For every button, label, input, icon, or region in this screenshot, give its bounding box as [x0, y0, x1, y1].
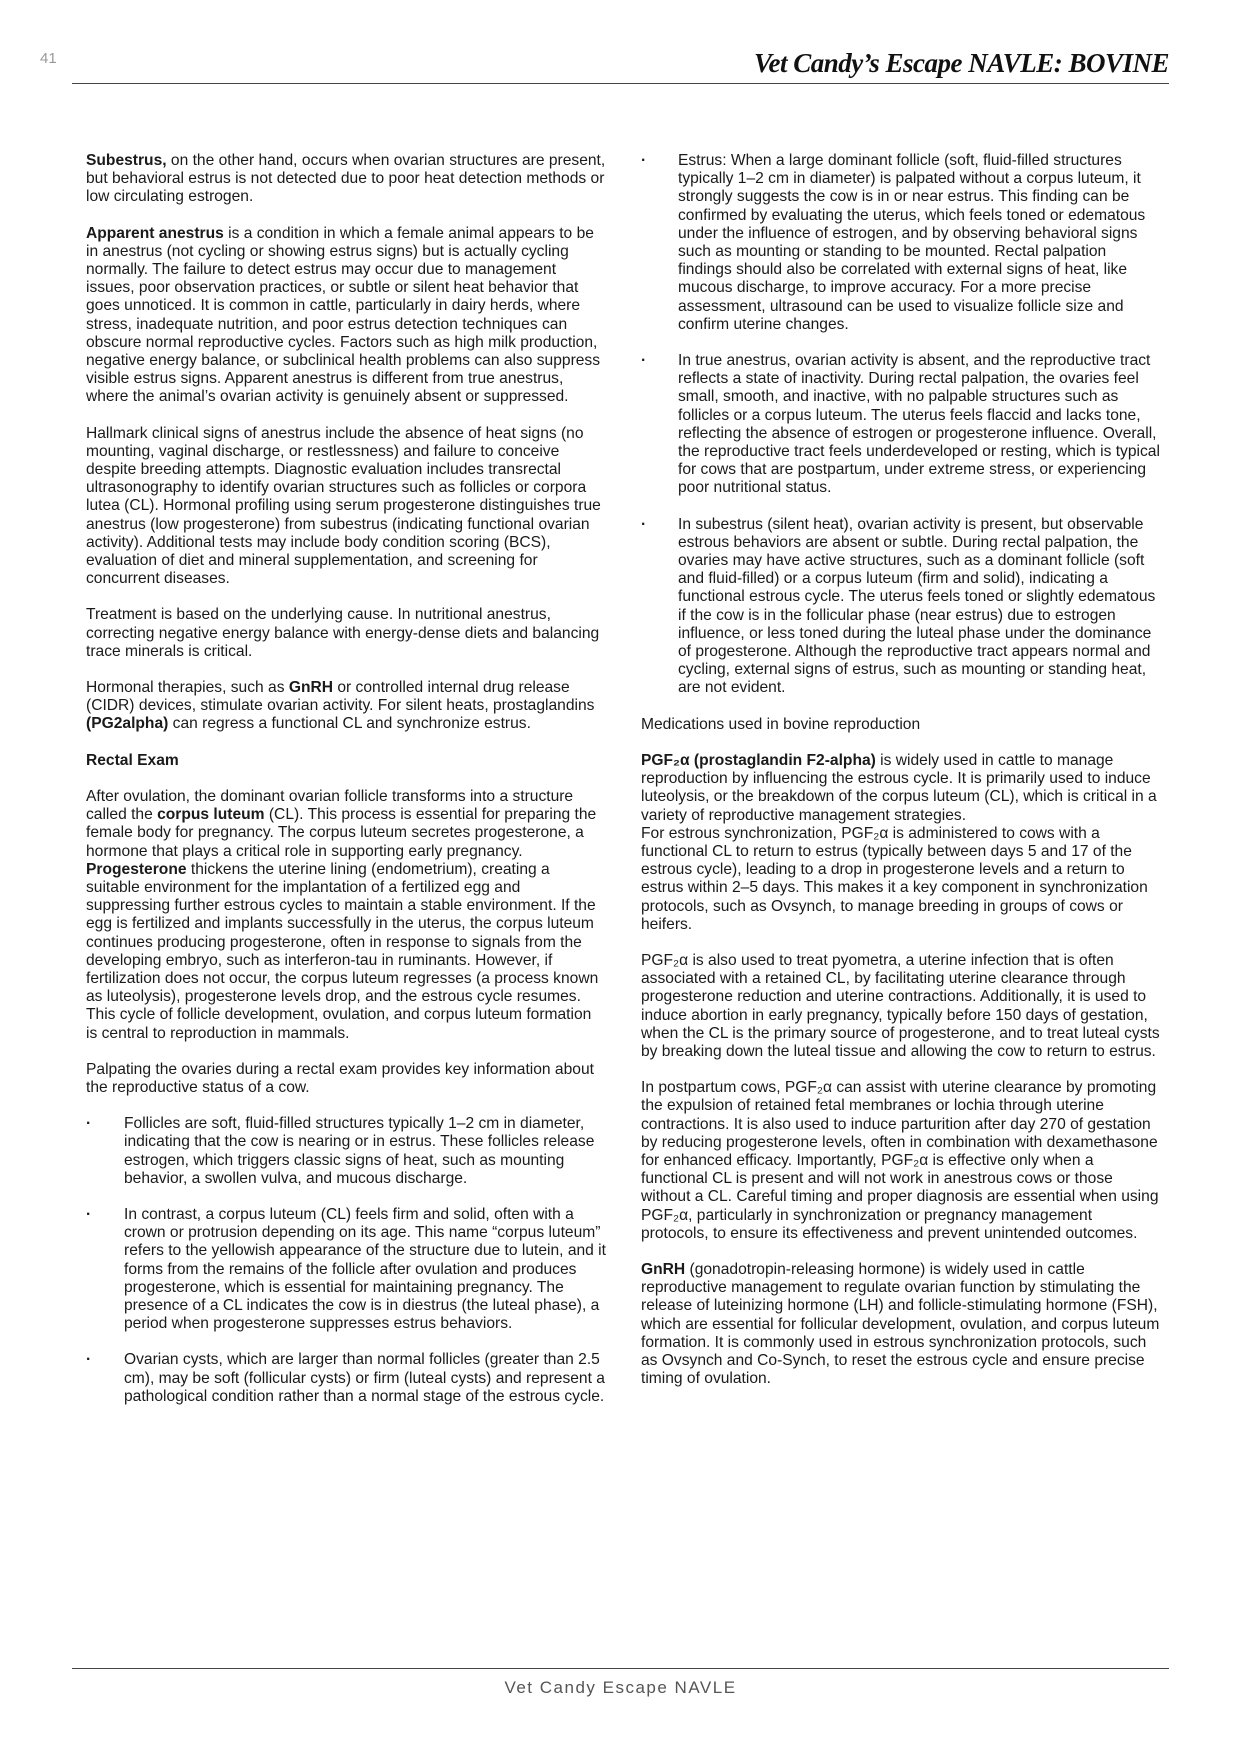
hormonal-post: can regress a functional CL and synchronize estrus. — [168, 715, 531, 733]
palpating-paragraph: Palpating the ovaries during a rectal exam provides key information about the reproductive status of a cow. — [86, 1060, 594, 1096]
bullet-marker: · — [641, 515, 647, 533]
list-item — [86, 1351, 606, 1406]
subestrus-paragraph — [86, 152, 606, 207]
bullet-marker: · — [641, 352, 647, 370]
right-column — [641, 152, 1161, 1406]
ovulation-b: (CL). This process is essential for preparing the female body for pregnancy. The corpus luteum secretes progesterone, a hormone that plays a critical role in supporting early pregnancy. — [86, 806, 597, 860]
bullet-marker: · — [86, 1351, 92, 1369]
list-item — [641, 516, 1161, 698]
pgf-intro-paragraph — [641, 752, 1161, 825]
bullet-text: Ovarian cysts, which are larger than normal follicles (greater than 2.5 cm), may be soft (follicular cysts) or firm (luteal cysts) and represent a pathological condition rather than a normal stage of the estrous cycle. — [124, 1351, 605, 1405]
gnrh-term: GnRH — [641, 1260, 686, 1278]
bullet-marker: · — [641, 152, 647, 169]
subestrus-term: Subestrus, — [86, 152, 167, 169]
footer-rule — [72, 1668, 1169, 1669]
gnrh-text: (gonadotropin-releasing hormone) is widely used in cattle reproductive management to regulate ovarian function by stimulating the release of luteinizing hormone (LH) and follicle-stimulating hormone (FSH), which are essential for follicular development, ovulation, and corpus luteum formation. It is commonly used in estrous synchronization protocols, such as Ovsynch and Co-Synch, to reset the estrous cycle and ensure precise timing of ovulation. — [641, 1260, 1160, 1388]
hormonal-mid: or controlled internal drug release (CIDR) devices, stimulate ovarian activity. For silent heats, prostaglandins — [86, 679, 595, 715]
page-number: 41 — [40, 50, 57, 67]
medications-heading: Medications used in bovine reproduction — [641, 715, 921, 733]
footer-text: Vet Candy Escape NAVLE — [504, 1678, 737, 1697]
hormonal-paragraph — [86, 679, 606, 734]
bullet-text: In subestrus (silent heat), ovarian activity is present, but observable estrous behaviors are absent or subtle. During rectal palpation, the ovaries may have active structures, such as a dominant follicle (soft and fluid-filled) or a corpus luteum (firm and solid), indicating a functional estrous cycle. The uterus feels toned or slightly edematous if the cow is in the follicular phase (near estrus) due to estrogen influence, or less toned during the luteal phase under the dominance of progesterone. Although the reproductive tract appears normal and cycling, external signs of estrus, such as mounting or standing heat, are not evident. — [678, 515, 1156, 697]
bullet-text: In true anestrus, ovarian activity is absent, and the reproductive tract reflects a state of inactivity. During rectal palpation, the ovaries feel small, smooth, and inactive, with no palpable structures such as follicles or a corpus luteum. The uterus feels flaccid and lacks tone, reflecting the absence of estrogen or progesterone influence. Overall, the reproductive tract feels underdeveloped or resting, which is typical for cows that are postpartum, under extreme stress, or experiencing poor nutritional status. — [678, 352, 1160, 497]
ovulation-paragraph — [86, 788, 606, 1043]
gnrh-paragraph — [641, 1261, 1161, 1388]
list-item — [86, 1115, 606, 1188]
pgf-intro-text: is widely used in cattle to manage reproduction by influencing the estrous cycle. It is primarily used to induce luteolysis, or the breakdown of the corpus luteum (CL), which is critical in a variety of reproductive management strategies. — [641, 751, 1157, 824]
bullet-marker: · — [86, 1115, 92, 1133]
progesterone-term: Progesterone — [86, 860, 187, 878]
pgf-term: PGF₂α (prostaglandin F2-alpha) — [641, 751, 876, 769]
pgf-postpartum-paragraph: In postpartum cows, PGF₂α can assist with uterine clearance by promoting the expulsion of retained fetal membranes or lochia through uterine contractions. It is also used to induce parturition after day 270 of gestation by reducing progesterone levels, often in combination with dexamethasone for enhanced efficacy. Importantly, PGF₂α is effective only when a functional CL is present and will not work in anestrous cows or those without a CL. Careful timing and proper diagnosis are essential when using PGF₂α, particularly in synchronization or pregnancy management protocols, to ensure its effectiveness and prevent unintended outcomes. — [641, 1079, 1159, 1242]
hormonal-pg: (PG2alpha) — [86, 715, 169, 733]
pgf-pyometra-paragraph: PGF₂α is also used to treat pyometra, a uterine infection that is often associated with a retained CL, by facilitating uterine clearance through progesterone reduction and uterine contractions. Additionally, it is used to induce abortion in early pregnancy, typically before 150 days of gestation, when the CL is the primary source of progesterone, and to treat luteal cysts by breaking down the luteal tissue and allowing the cow to return to estrus. — [641, 951, 1160, 1060]
bullet-text: Estrus: When a large dominant follicle (soft, fluid-filled structures typically 1–2 cm in diameter) is palpated without a corpus luteum, it strongly suggests the cow is in or near estrus. This finding can be confirmed by evaluating the uterus, which feels toned or edematous under the influence of estrogen, and by observing behavioral signs such as mounting or standing to be mounted. Rectal palpation findings should also be correlated with external signs of heat, like mucous discharge, to improve accuracy. For a more precise assessment, ultrasound can be used to visualize follicle size and confirm uterine changes. — [678, 152, 1146, 333]
hormonal-gnrh: GnRH — [288, 679, 334, 697]
running-title: Vet Candy’s Escape NAVLE: BOVINE — [753, 48, 1169, 78]
rectal-exam-heading: Rectal Exam — [86, 751, 179, 769]
list-item — [641, 352, 1161, 498]
hormonal-pre: Hormonal therapies, such as — [86, 679, 289, 697]
left-bullet-list — [86, 1115, 606, 1406]
hallmark-paragraph: Hallmark clinical signs of anestrus include the absence of heat signs (no mounting, vaginal discharge, or restlessness) and failure to conceive despite breeding attempts. Diagnostic evaluation includes transrectal ultrasonography to identify ovarian structures such as follicles or corpora lutea (CL). Hormonal profiling using serum progesterone distinguishes true anestrus (low progesterone) from subestrus (indicating functional ovarian activity). Additional tests may include body condition scoring (BCS), evaluation of diet and mineral supplementation, and screening for concurrent diseases. — [86, 424, 601, 588]
apparent-anestrus-text: is a condition in which a female animal appears to be in anestrus (not cycling or showing estrus signs) but is actually cycling normally. The failure to detect estrus may occur due to management issues, poor observation practices, or subtle or silent heat behavior that goes unnoticed. It is common in cattle, particularly in dairy herds, where stress, inadequate nutrition, and poor estrus detection techniques can obscure normal reproductive cycles. Factors such as high milk production, negative energy balance, or subclinical health problems can also suppress visible estrus signs. Apparent anestrus is different from true anestrus, where the animal’s ovarian activity is genuinely absent or suppressed. — [86, 224, 601, 406]
bullet-text: In contrast, a corpus luteum (CL) feels firm and solid, often with a crown or protrusion depending on its age. This name “corpus luteum” refers to the yellowish appearance of the structure due to lutein, and it forms from the remains of the follicle after ovulation and produces progesterone, which is essential for maintaining pregnancy. The presence of a CL indicates the cow is in diestrus (the luteal phase), a period when progesterone suppresses estrus behaviors. — [124, 1205, 606, 1333]
bullet-marker: · — [86, 1205, 92, 1223]
left-column — [86, 152, 606, 1424]
apparent-anestrus-term: Apparent anestrus — [86, 224, 224, 242]
right-bullet-list — [641, 152, 1161, 698]
bullet-text: Follicles are soft, fluid-filled structures typically 1–2 cm in diameter, indicating that the cow is nearing or in estrus. These follicles release estrogen, which triggers classic signs of heat, such as mounting behavior, a swollen vulva, and mucous discharge. — [124, 1115, 595, 1187]
pgf-sync-paragraph: For estrous synchronization, PGF₂α is administered to cows with a functional CL to return to estrus (typically between days 5 and 17 of the estrous cycle), leading to a drop in progesterone levels and a return to estrus within 2–5 days. This makes it a key component in synchronization protocols, such as Ovsynch, to manage breeding in groups of cows or heifers. — [641, 824, 1148, 933]
ovulation-a: After ovulation, the dominant ovarian follicle transforms into a structure called the — [86, 787, 574, 824]
list-item — [86, 1206, 606, 1333]
apparent-anestrus-paragraph — [86, 225, 606, 407]
header-rule — [72, 83, 1169, 84]
list-item — [641, 152, 1161, 334]
treatment-paragraph: Treatment is based on the underlying cause. In nutritional anestrus, correcting negative energy balance with energy-dense diets and balancing trace minerals is critical. — [86, 606, 600, 660]
subestrus-text: on the other hand, occurs when ovarian structures are present, but behavioral estrus is not detected due to poor heat detection methods or low circulating estrogen. — [86, 152, 606, 206]
corpus-luteum-term: corpus luteum — [157, 806, 265, 824]
ovulation-c: thickens the uterine lining (endometrium), creating a suitable environment for the implantation of a fertilized egg and suppressing further estrous cycles to maintain a stable environment. If the egg is fertilized and implants successfully in the uterus, the corpus luteum continues producing progesterone, often in response to signals from the developing embryo, such as interferon-tau in ruminants. However, if fertilization does not occur, the corpus luteum regresses (a process known as luteolysis), progesterone levels drop, and the estrous cycle resumes. This cycle of follicle development, ovulation, and corpus luteum formation is central to reproduction in mammals. — [86, 860, 599, 1042]
